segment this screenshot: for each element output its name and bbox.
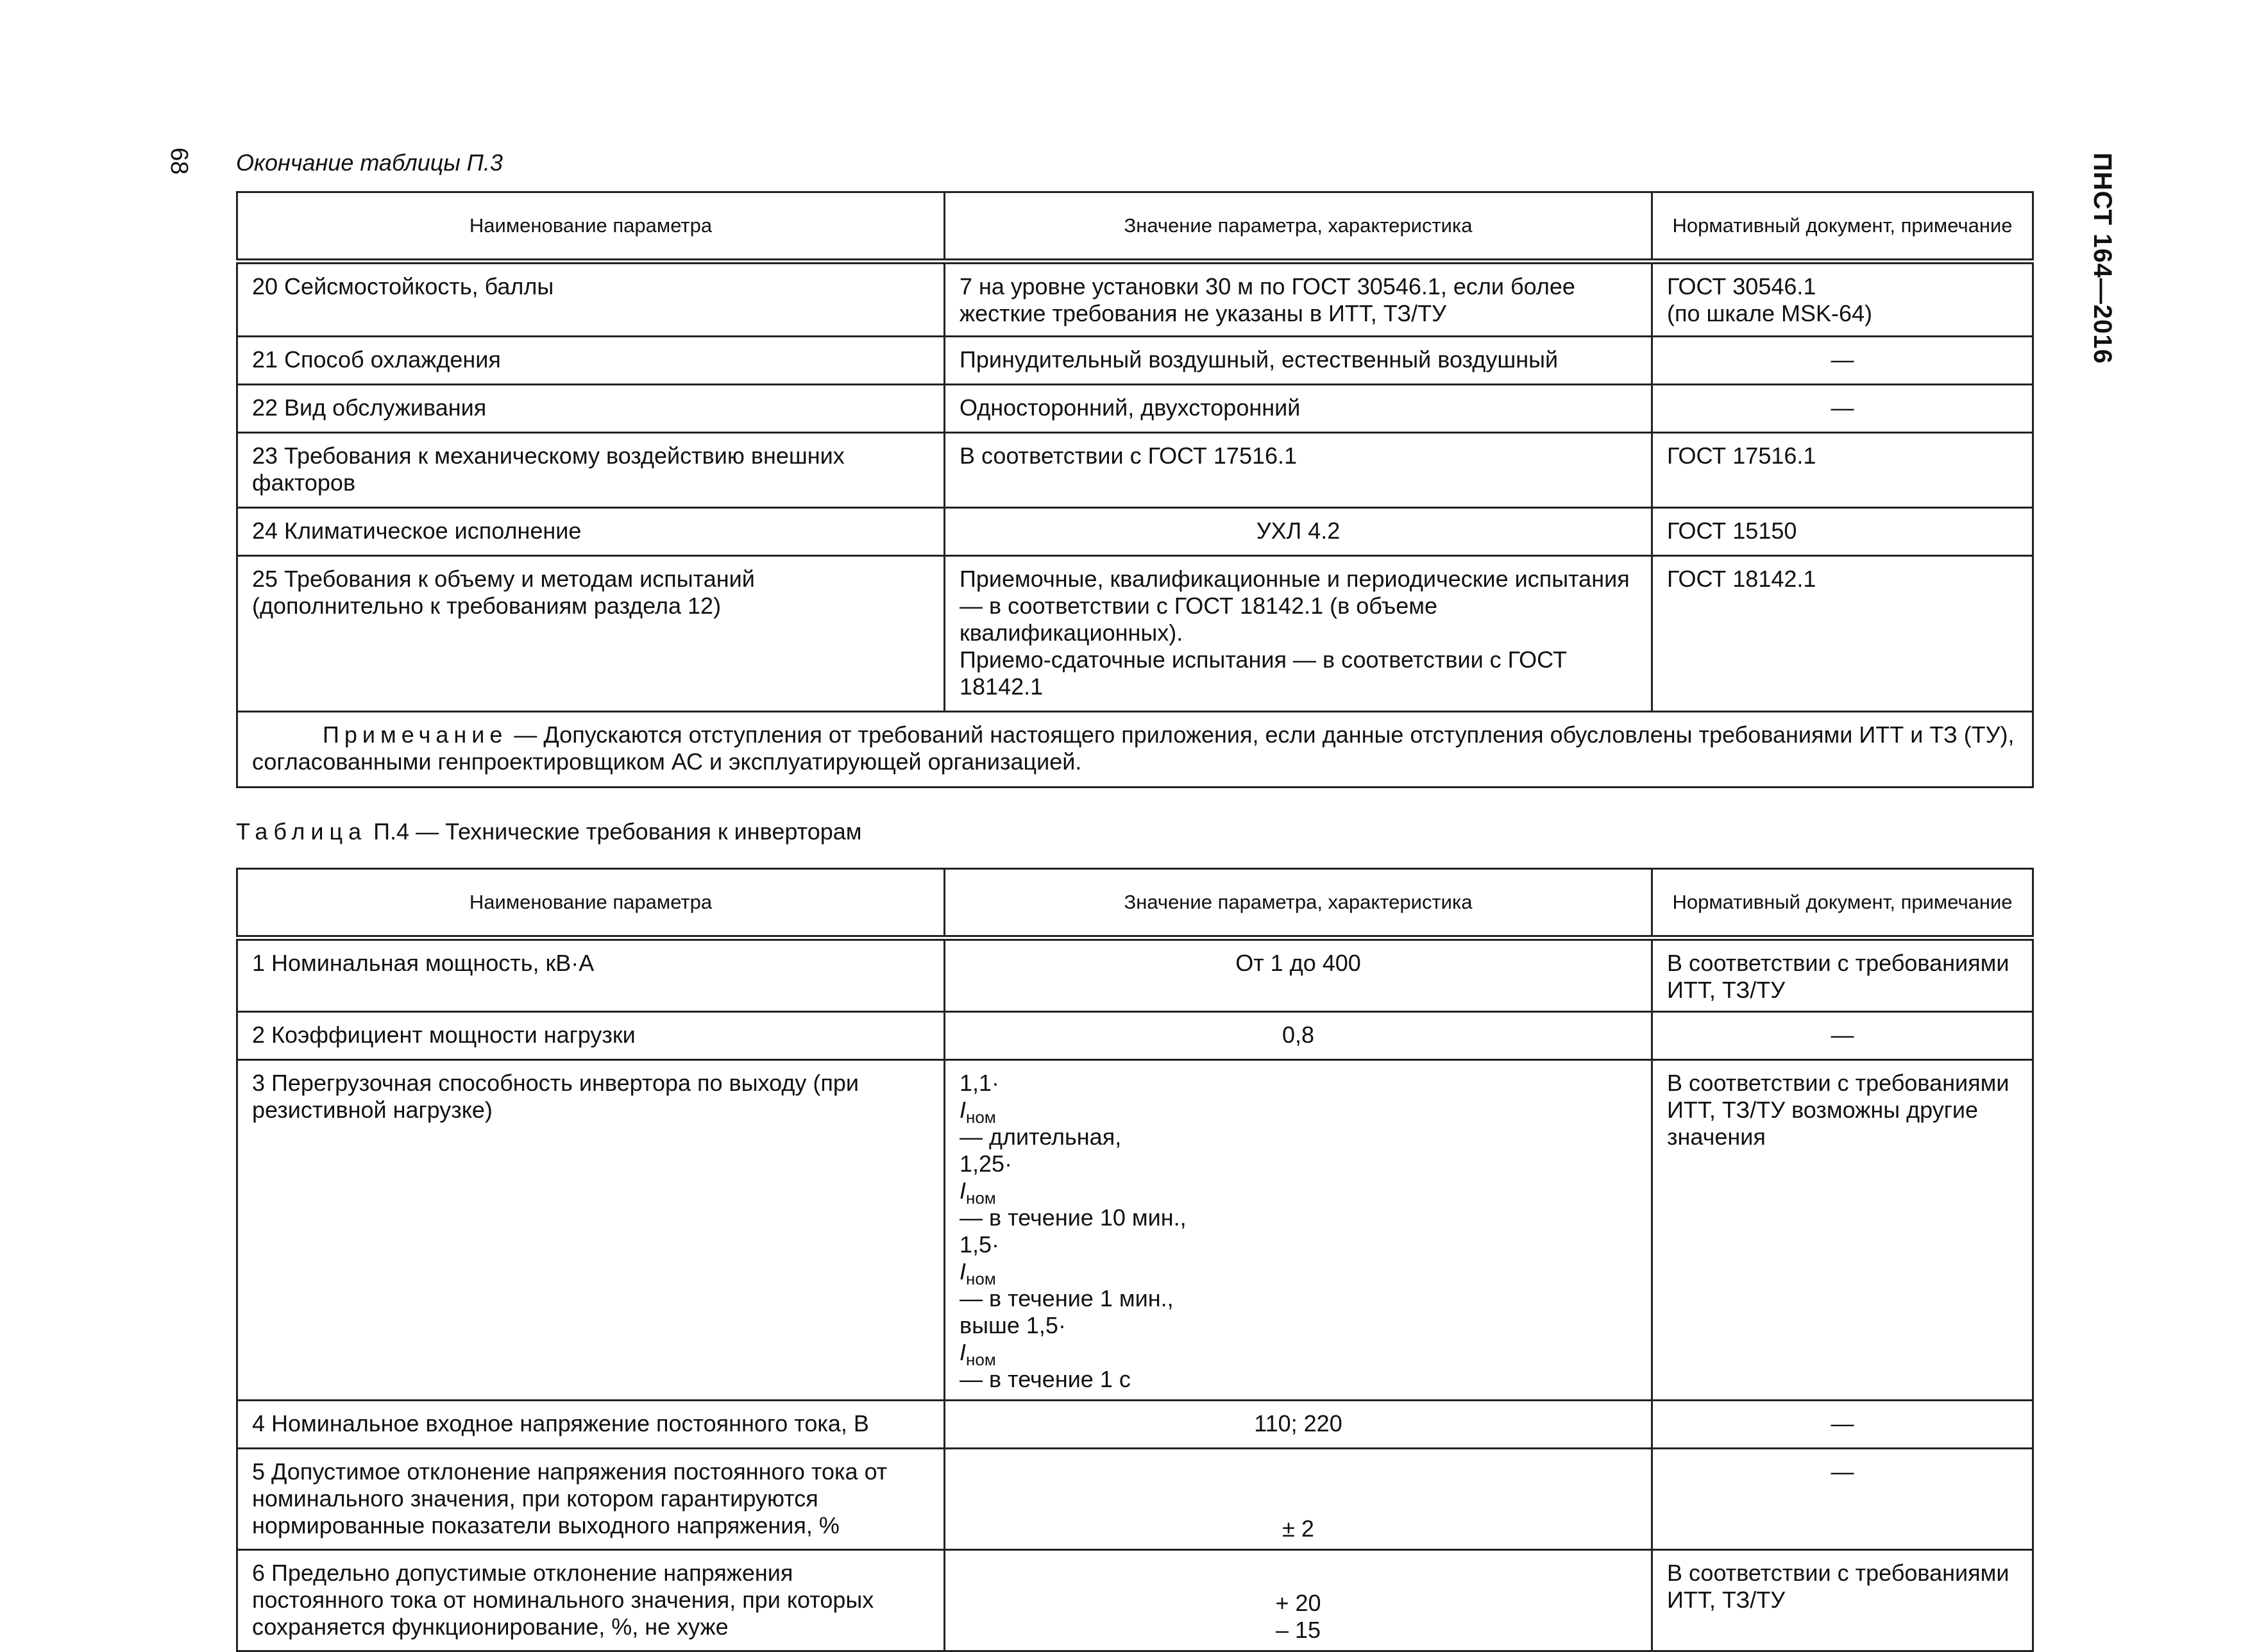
doc-cell: — <box>1652 337 2033 385</box>
table-row <box>237 385 2033 433</box>
table-row <box>237 433 2033 508</box>
value-line: – 15 <box>1275 1617 1321 1643</box>
param-cell: 21 Способ охлаждения <box>237 337 945 385</box>
doc-cell: — <box>1652 1401 2033 1449</box>
table-p3-caption: Окончание таблицы П.3 <box>236 149 503 176</box>
param-cell: 6 Предельно допустимые отклонение напряжения постоянного тока от номинального значения, при которых сохраняется функционирование, %, не хуже <box>237 1550 945 1651</box>
header-doc: Нормативный документ, примечание <box>1652 192 2033 262</box>
doc-cell: — <box>1652 1449 2033 1550</box>
param-cell: 4 Номинальное входное напряжение постоянного тока, В <box>237 1401 945 1449</box>
table-row <box>237 508 2033 556</box>
doc-cell: В соответствии с требованиями ИТТ, ТЗ/ТУ <box>1652 938 2033 1012</box>
overload-mult: 1,5· <box>960 1231 1000 1258</box>
table-p3 <box>236 191 2034 788</box>
document-code: ПНСТ 164—2016 <box>2088 153 2117 364</box>
value-line: Приемо-сдаточные испытания — в соответствии с ГОСТ 18142.1 <box>960 646 1567 700</box>
overload-mult: 1,25· <box>960 1150 1013 1177</box>
param-cell: 22 Вид обслуживания <box>237 385 945 433</box>
header-doc: Нормативный документ, примечание <box>1652 869 2033 938</box>
current-subscript: ном <box>966 1269 996 1289</box>
caption-text: П.4 — Технические требования к инверторам <box>373 818 862 845</box>
overload-duration: — в течение 10 мин., <box>960 1204 1187 1231</box>
value-cell: 0,8 <box>945 1012 1652 1060</box>
doc-cell: — <box>1652 1012 2033 1060</box>
table-row <box>237 938 2033 1012</box>
table-row <box>237 1550 2033 1651</box>
param-cell: 1 Номинальная мощность, кВ·А <box>237 938 945 1012</box>
value-cell: 7 на уровне установки 30 м по ГОСТ 30546.1, если более жесткие требования не указаны в ИТТ, ТЗ/ТУ <box>945 262 1652 337</box>
value-line: + 20 <box>1275 1590 1321 1616</box>
current-subscript: ном <box>966 1108 996 1127</box>
note-text: — Допускаются отступления от требований настоящего приложения, если данные отступления обусловлены требованиями ИТТ и ТЗ (ТУ), согласованными генпроектировщиком АС и эксплуатирующей организацией. <box>252 721 2015 775</box>
param-cell: 23 Требования к механическому воздействию внешних факторов <box>237 433 945 508</box>
table-row <box>237 1401 2033 1449</box>
note-row <box>237 712 2033 788</box>
caption-label: Таблица <box>236 818 368 845</box>
overload-mult: выше 1,5· <box>960 1312 1066 1338</box>
header-param: Наименование параметра <box>237 192 945 262</box>
doc-cell: В соответствии с требованиями ИТТ, ТЗ/ТУ возможны другие значения <box>1652 1060 2033 1401</box>
param-cell: 24 Климатическое исполнение <box>237 508 945 556</box>
current-symbol: I <box>960 1258 967 1285</box>
value-cell: Принудительный воздушный, естественный воздушный <box>945 337 1652 385</box>
value-cell: УХЛ 4.2 <box>945 508 1652 556</box>
param-cell: 3 Перегрузочная способность инвертора по выходу (при резистивной нагрузке) <box>237 1060 945 1401</box>
current-symbol: I <box>960 1177 967 1204</box>
table-p4 <box>236 868 2034 1652</box>
doc-cell <box>1652 262 2033 337</box>
doc-cell: ГОСТ 18142.1 <box>1652 556 2033 712</box>
value-cell <box>945 1060 1652 1401</box>
doc-cell: В соответствии с требованиями ИТТ, ТЗ/ТУ <box>1652 1550 2033 1651</box>
table-row <box>237 1012 2033 1060</box>
value-cell: От 1 до 400 <box>945 938 1652 1012</box>
overload-duration: — в течение 1 мин., <box>960 1285 1174 1311</box>
param-cell: 5 Допустимое отклонение напряжения постоянного тока от номинального значения, при котором гарантируются нормированные показатели выходного напряжения, % <box>237 1449 945 1550</box>
value-cell: ± 2 <box>945 1449 1652 1550</box>
header-param: Наименование параметра <box>237 869 945 938</box>
table-p4-caption <box>236 818 862 845</box>
overload-line <box>960 1150 1637 1231</box>
current-symbol: I <box>960 1339 967 1365</box>
overload-mult: 1,1· <box>960 1070 1000 1096</box>
value-cell: В соответствии с ГОСТ 17516.1 <box>945 433 1652 508</box>
param-cell: 20 Сейсмостойкость, баллы <box>237 262 945 337</box>
header-value: Значение параметра, характеристика <box>945 869 1652 938</box>
note-cell <box>237 712 2033 788</box>
doc-cell: — <box>1652 385 2033 433</box>
overload-duration: — в течение 1 с <box>960 1366 1131 1392</box>
overload-line <box>960 1070 1637 1150</box>
note-label: Примечание <box>323 721 508 748</box>
doc-cell: ГОСТ 17516.1 <box>1652 433 2033 508</box>
param-cell: 2 Коэффициент мощности нагрузки <box>237 1012 945 1060</box>
doc-line: (по шкале MSK-64) <box>1667 300 1873 326</box>
table-header-row <box>237 192 2033 262</box>
table-row <box>237 262 2033 337</box>
value-cell <box>945 1550 1652 1651</box>
value-cell: Односторонний, двухсторонний <box>945 385 1652 433</box>
value-line: Приемочные, квалификационные и периодические испытания — в соответствии с ГОСТ 18142.1 (в объеме квалификационных). <box>960 566 1630 646</box>
doc-cell: ГОСТ 15150 <box>1652 508 2033 556</box>
table-row <box>237 1060 2033 1401</box>
current-subscript: ном <box>966 1188 996 1208</box>
table-row <box>237 1449 2033 1550</box>
overload-duration: — длительная, <box>960 1124 1122 1150</box>
table-row <box>237 337 2033 385</box>
current-subscript: ном <box>966 1350 996 1370</box>
table-row <box>237 556 2033 712</box>
value-cell: 110; 220 <box>945 1401 1652 1449</box>
table-header-row <box>237 869 2033 938</box>
overload-line <box>960 1312 1637 1393</box>
value-cell <box>945 556 1652 712</box>
overload-line <box>960 1231 1637 1312</box>
param-cell: 25 Требования к объему и методам испытаний (дополнительно к требованиям раздела 12) <box>237 556 945 712</box>
current-symbol: I <box>960 1097 967 1123</box>
header-value: Значение параметра, характеристика <box>945 192 1652 262</box>
doc-line: ГОСТ 30546.1 <box>1667 273 1816 299</box>
page-number: 68 <box>165 148 192 175</box>
